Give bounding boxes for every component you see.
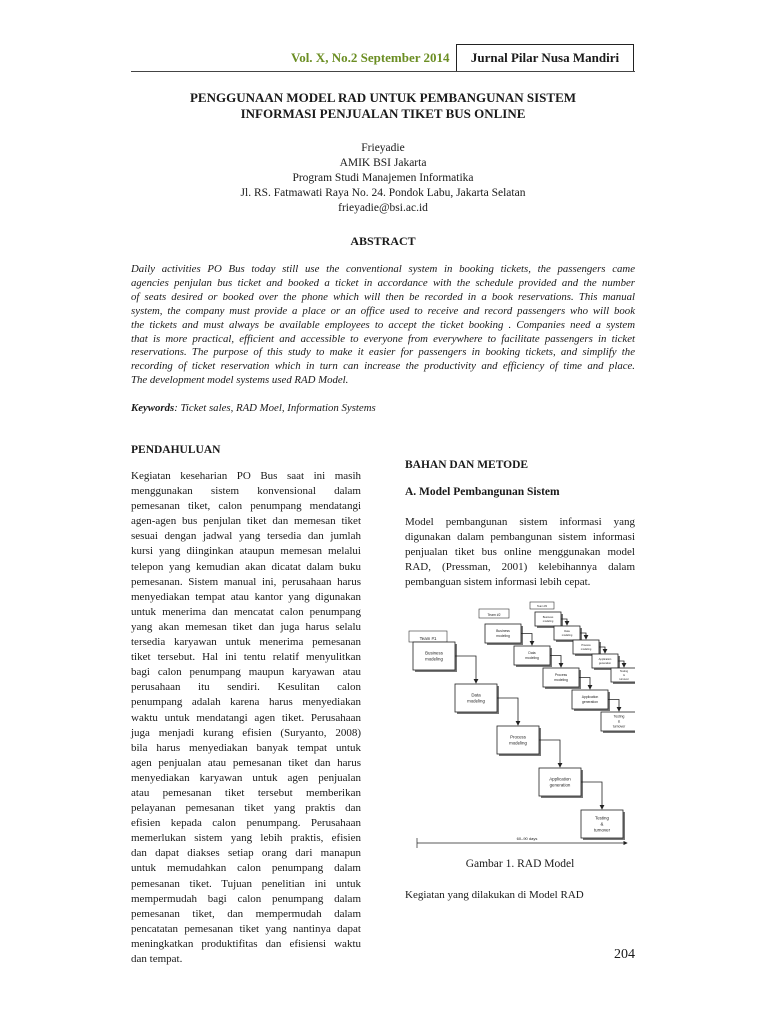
step-label: modeling [509, 740, 527, 746]
section-heading-pendahuluan: PENDAHULUAN [131, 444, 221, 456]
text-line: agen-agen bus penjulan tiket dan memesan tiket [131, 515, 361, 528]
text-line: yang akan memesan tiket dan juga harus selalu [131, 620, 361, 633]
step-label: modeling [542, 619, 554, 623]
title-line-1: PENGGUNAAN MODEL RAD UNTUK PEMBANGUNAN SISTEM [189, 90, 577, 105]
step-label: Application [549, 776, 571, 782]
keywords [131, 402, 635, 414]
flow-arrow [455, 656, 476, 683]
duration-label: 60–90 days [516, 836, 538, 841]
text-line: juga menjadi kurang efisien (Suryanto, 2008) [131, 726, 361, 739]
abstract-heading: ABSTRACT [350, 234, 416, 248]
text-line: bila harus menyediakan banyak tempat untuk [131, 741, 361, 754]
text-line: untuk menerima dan mencatat calon penumpang [131, 605, 361, 618]
text-line: Model pembangunan sistem informasi yang [405, 516, 635, 528]
step-label: Testing [595, 815, 609, 821]
text-line: menyediakan tempat atau kantor yang digunakan [131, 590, 361, 603]
text-line: untuk memudahkan calon penumpang dalam [131, 862, 361, 875]
text-line: RAD, (Pressman, 2001) kelebihannya dalam [405, 561, 635, 574]
rad-model-figure [405, 600, 635, 850]
flow-arrow [581, 782, 602, 809]
rad-model-diagram [405, 600, 635, 850]
step-label: modeling [467, 698, 485, 704]
team-label: Team #3 [537, 605, 547, 608]
text-line: penjualan tiket bus online menggunakan model [405, 546, 635, 559]
step-label: modeling [425, 656, 443, 662]
step-label: Testing [619, 669, 629, 673]
keywords-text: : Ticket sales, RAD Moel, Information Systems [174, 402, 376, 414]
subsection-heading-model: A. Model Pembangunan Sistem [405, 486, 560, 498]
step-label: Process [554, 673, 568, 678]
step-label: Data [528, 651, 536, 656]
step-label: modeling [496, 634, 510, 639]
abstract-line: agencies penjulan bus ticket and booked a ticket in accordance with the schedule provided and the number [131, 276, 635, 289]
abstract-line: of seats desired or booked over the phone which will then be recorded in a book reservations. This manual [131, 290, 635, 303]
keywords-label: Keywords [131, 402, 175, 414]
introduction-body [131, 469, 361, 967]
step-label: modeling [561, 633, 573, 637]
abstract-line: reservations. The purpose of this study to make it easier for passengers in booking tickets, and simplify the [131, 346, 635, 359]
text-line: pencatatan pemesanan tiket yang nantinya dapat [131, 922, 361, 935]
title-line-2: INFORMASI PENJUALAN TIKET BUS ONLINE [240, 106, 526, 121]
figure-caption: Gambar 1. RAD Model [465, 858, 575, 870]
section-heading-bahan-dan-metode: BAHAN DAN METODE [405, 459, 529, 471]
step-label: modeling [554, 678, 568, 683]
text-line: agen penjualan atau pemesanan tiket dan harus [131, 756, 361, 769]
flow-arrow [497, 698, 518, 725]
step-label: & [617, 719, 621, 724]
step-label: Process [510, 734, 526, 740]
step-label: & [623, 673, 625, 677]
step-label: turnover [593, 827, 611, 833]
step-label: Data [471, 692, 481, 698]
journal-name-box: Jurnal Pilar Nusa Mandiri [456, 44, 634, 72]
flow-arrow [539, 740, 560, 767]
author-address: Jl. RS. Fatmawati Raya No. 24. Pondok Labu, Jakarta Selatan [240, 187, 526, 199]
text-line: kursi yang diinginkan ataupun memesan melalui [131, 545, 361, 558]
text-line: efisien kepada calon penumpang. Perusahaan [131, 817, 361, 830]
author-block [131, 141, 635, 216]
header-rule [131, 71, 635, 72]
journal-volume: Vol. X, No.2 September 2014 [291, 50, 450, 65]
text-line: menggunakan sistem konvensional dalam [131, 485, 361, 498]
text-line: pemesanan tiket, calon penumpang mendatangi [131, 500, 361, 513]
text-line: meningkatkan produktifitas dan efisiensi waktu [131, 937, 361, 950]
step-label: turnover [612, 724, 626, 729]
text-line: dan tempat. [131, 953, 183, 965]
abstract-line: the tickets and must always be available employees to accept the ticket booking . Companies need a system [131, 318, 635, 331]
step-label: generation [581, 700, 599, 705]
author-program: Program Studi Manajemen Informatika [292, 172, 474, 184]
step-label: & [600, 821, 604, 827]
text-line: pelayanan pemesanan tiket yang praktis dan [131, 802, 361, 815]
team-label: Team #2 [487, 613, 501, 617]
paper-title [131, 90, 635, 122]
text-line: digunakan dalam pembangunan sistem informasi [405, 531, 635, 544]
step-label: Testing [613, 714, 625, 719]
abstract-line: The development model systems used RAD Model. [131, 374, 349, 387]
text-line: telepon yang kemudian akan dicatat dalam buku [131, 560, 361, 573]
text-line: memerlukan sistem yang lebih praktis, efisien [131, 832, 361, 845]
text-line: menyediakan karyawan untuk agen penjualan [131, 771, 361, 784]
text-line: mempermudah bagi calon penumpang dalam [131, 892, 361, 905]
step-label: modeling [525, 656, 539, 661]
step-label: Application [598, 657, 612, 661]
text-line: waktu untuk mendatangi agen tiket. Perusahaan [131, 711, 361, 724]
text-line: sesuai dengan jadwal yang tersedia dan jumlah [131, 530, 361, 543]
text-line: bagi calon penumpang maupun karyawan atau [131, 666, 361, 679]
page-number: 204 [614, 947, 635, 962]
abstract-line: system, the company must provide a place or an office used to receive and record passengers who will book [131, 304, 635, 317]
step-label: generation [598, 661, 612, 665]
team-label: Team #1 [419, 636, 437, 641]
author-institution: AMIK BSI Jakarta [339, 157, 427, 169]
text-line: pemesanan tiket. Tujuan penelitian ini untuk [131, 877, 361, 890]
step-label: Process [581, 643, 591, 647]
text-line: pemesanan. Sistem manual ini, perusahaan harus [131, 575, 361, 588]
step-label: Business [542, 615, 554, 619]
text-line: Kegiatan keseharian PO Bus saat ini masih [131, 470, 361, 482]
author-email: frieyadie@bsi.ac.id [338, 202, 428, 214]
author-name: Frieyadie [361, 142, 405, 154]
abstract-line: that is more practical, efficient and accessible to everyone from everywhere to facilitate passengers in ticket [131, 332, 635, 345]
step-label: Business [425, 650, 443, 656]
step-label: generation [549, 782, 571, 788]
text-line: pemesanan tiket, dan mempermudah dalam [131, 907, 361, 920]
text-line: perusahaan itu sendiri. Kesulitan calon [131, 681, 361, 694]
text-line: tersedia karyawan untuk menerima pemesanan [131, 636, 361, 649]
rad-activities-text: Kegiatan yang dilakukan di Model RAD [405, 889, 584, 901]
step-label: Application [581, 695, 599, 700]
step-label: Data [564, 629, 570, 633]
text-line: pembanguan sistem informasi lebih cepat. [405, 576, 591, 589]
text-line: penumpang adalah karena harus menyediakan [131, 696, 361, 709]
text-line: atau pemesanan tiket tersebut memberikan [131, 786, 361, 799]
text-line: dan dapat diakses setiap orang dari manapun [131, 847, 361, 860]
method-body [405, 515, 635, 590]
text-line: tiket tersebut. Hal ini tentu relatif menyulitkan [131, 651, 361, 664]
step-label: Business [496, 629, 510, 634]
step-label: modeling [580, 647, 592, 651]
step-label: turnover [619, 677, 629, 681]
abstract-line: recording of ticket reservation which in turn can increase the productivity and efficiency of time and place. [131, 360, 635, 373]
abstract-line: Daily activities PO Bus today still use the conventional system in booking tickets, the passengers came [131, 263, 635, 275]
abstract-body [131, 263, 635, 388]
